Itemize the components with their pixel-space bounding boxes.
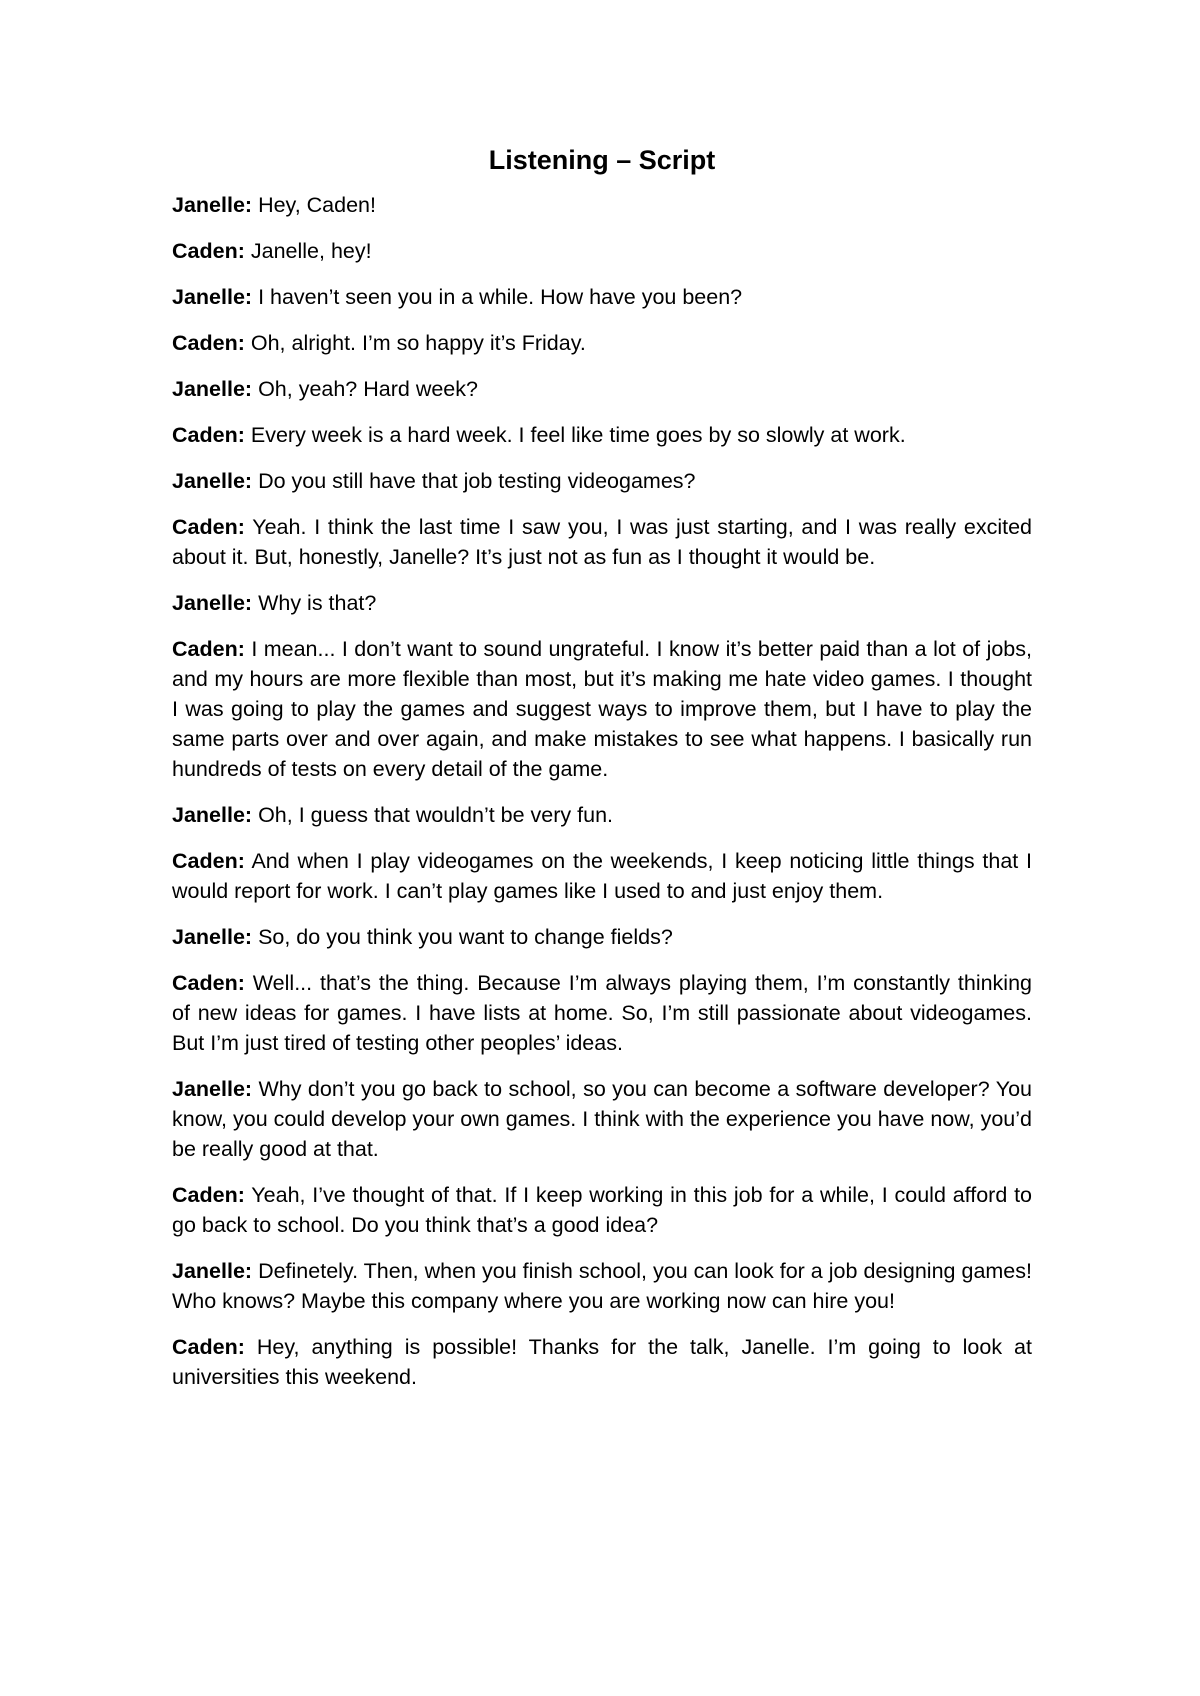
dialogue-turn	[172, 374, 1032, 404]
speaker-name: Caden:	[172, 239, 245, 263]
turn-text: Hey, anything is possible! Thanks for the talk, Janelle. I’m going to look at universities this weekend.	[172, 1335, 1032, 1389]
turn-text: Oh, alright. I’m so happy it’s Friday.	[250, 331, 586, 355]
dialogue-turn	[172, 1332, 1032, 1392]
speaker-name: Janelle:	[172, 469, 253, 493]
document-title: Listening – Script	[488, 145, 716, 175]
speaker-name: Caden:	[172, 515, 245, 539]
dialogue-turn	[172, 922, 1032, 952]
turn-text: So, do you think you want to change fields?	[258, 925, 673, 949]
dialogue-turn	[172, 466, 1032, 496]
speaker-name: Caden:	[172, 423, 245, 447]
turn-text: Yeah, I’ve thought of that. If I keep working in this job for a while, I could afford to go back to school. Do you think that’s a good idea?	[172, 1183, 1032, 1237]
turn-text: I mean... I don’t want to sound ungrateful. I know it’s better paid than a lot of jobs, and my hours are more flexible than most, but it’s making me hate video games. I thought I was going to play the games and suggest ways to improve them, but I have to play the same parts over and over again, and make mistakes to see what happens. I basically run hundreds of tests on every detail of the game.	[172, 637, 1032, 781]
dialogue-turn	[172, 1074, 1032, 1164]
document-page	[172, 138, 1032, 1408]
dialogue-turn	[172, 512, 1032, 572]
turn-text: Definetely. Then, when you finish school, you can look for a job designing games! Who knows? Maybe this company where you are working now can hire you!	[172, 1259, 1032, 1313]
speaker-name: Janelle:	[172, 591, 253, 615]
speaker-name: Caden:	[172, 1183, 245, 1207]
dialogue-turn	[172, 282, 1032, 312]
speaker-name: Janelle:	[172, 1259, 253, 1283]
dialogue-turn	[172, 1180, 1032, 1240]
speaker-name: Caden:	[172, 1335, 245, 1359]
turn-text: Why is that?	[258, 591, 377, 615]
turn-text: Oh, yeah? Hard week?	[258, 377, 478, 401]
speaker-name: Janelle:	[172, 803, 253, 827]
dialogue-turn	[172, 420, 1032, 450]
speaker-name: Janelle:	[172, 285, 253, 309]
turn-text: Hey, Caden!	[258, 193, 376, 217]
dialogue-turn	[172, 588, 1032, 618]
turn-text: Janelle, hey!	[250, 239, 372, 263]
turn-text: And when I play videogames on the weekends, I keep noticing little things that I would report for work. I can’t play games like I used to and just enjoy them.	[172, 849, 1032, 903]
turn-text: Every week is a hard week. I feel like time goes by so slowly at work.	[250, 423, 906, 447]
dialogue-turn	[172, 800, 1032, 830]
dialogue-turn	[172, 190, 1032, 220]
dialogue-turn	[172, 236, 1032, 266]
speaker-name: Caden:	[172, 971, 245, 995]
dialogue	[172, 190, 1032, 1392]
speaker-name: Janelle:	[172, 925, 253, 949]
turn-text: Do you still have that job testing videogames?	[258, 469, 696, 493]
dialogue-turn	[172, 968, 1032, 1058]
dialogue-turn	[172, 846, 1032, 906]
speaker-name: Caden:	[172, 849, 245, 873]
turn-text: I haven’t seen you in a while. How have you been?	[258, 285, 743, 309]
speaker-name: Caden:	[172, 637, 245, 661]
dialogue-turn	[172, 328, 1032, 358]
turn-text: Why don’t you go back to school, so you can become a software developer? You know, you could develop your own games. I think with the experience you have now, you’d be really good at that.	[172, 1077, 1032, 1161]
speaker-name: Janelle:	[172, 193, 253, 217]
turn-text: Oh, I guess that wouldn’t be very fun.	[258, 803, 614, 827]
dialogue-turn	[172, 1256, 1032, 1316]
speaker-name: Janelle:	[172, 377, 253, 401]
turn-text: Yeah. I think the last time I saw you, I was just starting, and I was really excited about it. But, honestly, Janelle? It’s just not as fun as I thought it would be.	[172, 515, 1032, 569]
speaker-name: Caden:	[172, 331, 245, 355]
dialogue-turn	[172, 634, 1032, 784]
speaker-name: Janelle:	[172, 1077, 253, 1101]
turn-text: Well... that’s the thing. Because I’m always playing them, I’m constantly thinking of new ideas for games. I have lists at home. So, I’m still passionate about videogames. But I’m just tired of testing other peoples’ ideas.	[172, 971, 1032, 1055]
